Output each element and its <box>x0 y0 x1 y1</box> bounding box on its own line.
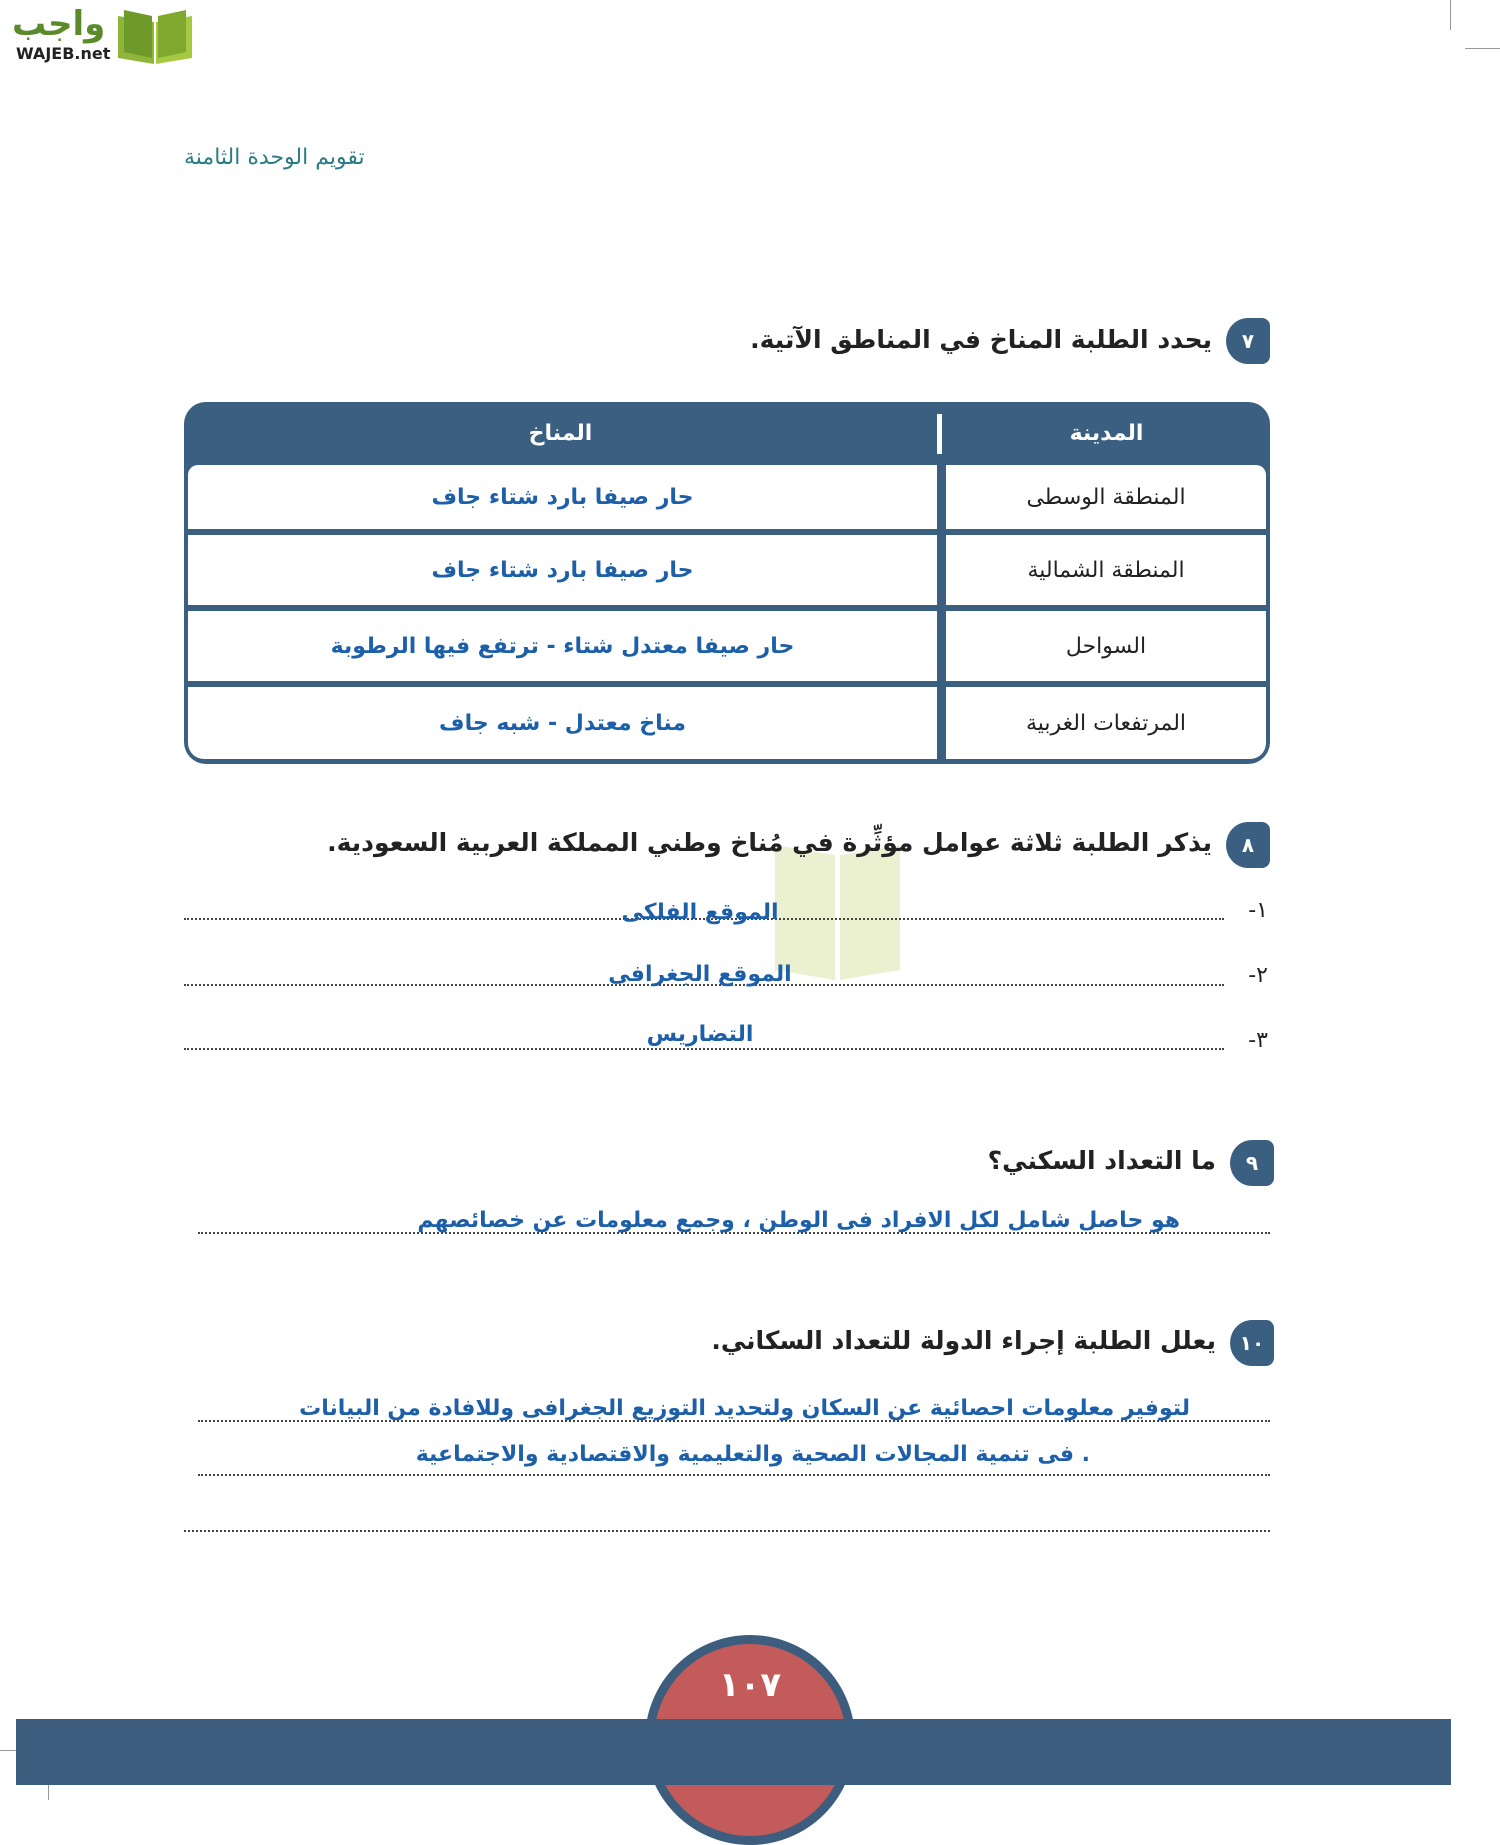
header-city: المدينة <box>1069 421 1144 446</box>
answer-text[interactable]: . فى تنمية المجالات الصحية والتعليمية والاقتصادية والاجتماعية <box>415 1442 1090 1467</box>
table-cell-city: المنطقة الوسطى <box>946 465 1266 529</box>
logo-arabic: واجب <box>12 4 106 44</box>
crop-mark <box>1450 0 1451 30</box>
unit-title: تقويم الوحدة الثامنة <box>184 145 365 170</box>
logo-latin: WAJEB.net <box>16 44 111 63</box>
answer-line <box>198 1474 1270 1476</box>
answer-text[interactable]: الموقع الفلكى <box>621 900 779 925</box>
item-number: ٢- <box>1248 963 1268 988</box>
header-divider <box>937 414 942 454</box>
table-cell-city: السواحل <box>946 611 1266 681</box>
table-cell-climate: مناخ معتدل - شبه جاف <box>188 687 937 759</box>
table-cell-climate: حار صيفا بارد شتاء جاف <box>188 465 937 529</box>
book-icon <box>116 8 194 66</box>
question-7-text: يحدد الطلبة المناخ في المناطق الآتية. <box>750 325 1212 354</box>
table-cell-city: المرتفعات الغربية <box>946 687 1266 759</box>
table-cell-city: المنطقة الشمالية <box>946 535 1266 605</box>
question-8-text: يذكر الطلبة ثلاثة عوامل مؤثِّرة في مُناخ وطني المملكة العربية السعودية. <box>327 828 1212 857</box>
answer-text[interactable]: التضاريس <box>646 1022 754 1047</box>
climate-table <box>184 402 1270 764</box>
crop-mark <box>1465 48 1500 49</box>
wajeb-logo[interactable] <box>8 4 193 68</box>
table-cell-climate: حار صيفا معتدل شتاء - ترتفع فيها الرطوبة <box>188 611 937 681</box>
header-climate: المناخ <box>528 421 593 446</box>
answer-text[interactable]: لتوفير معلومات احصائية عن السكان ولتحديد التوزيع الجغرافى وللافادة من البيانات <box>299 1396 1190 1421</box>
question-8-badge: ٨ <box>1226 822 1270 868</box>
question-9-badge: ٩ <box>1230 1140 1274 1186</box>
answer-text[interactable]: الموقع الجغرافى <box>608 962 792 987</box>
footer-bar <box>16 1719 1451 1785</box>
question-10-badge: ١٠ <box>1230 1320 1274 1366</box>
question-10-text: يعلل الطلبة إجراء الدولة للتعداد السكاني. <box>711 1326 1216 1355</box>
table-cell-climate: حار صيفا بارد شتاء جاف <box>188 535 937 605</box>
question-7-badge: ٧ <box>1226 318 1270 364</box>
question-9-text: ما التعداد السكني؟ <box>987 1146 1216 1175</box>
item-number: ١- <box>1248 898 1268 923</box>
page-number: ١٠٧ <box>718 1665 782 1705</box>
answer-text[interactable]: هو حاصل شامل لكل الافراد فى الوطن ، وجمع معلومات عن خصائصهم <box>417 1208 1180 1233</box>
answer-line <box>184 1048 1224 1050</box>
answer-line <box>184 1530 1270 1532</box>
item-number: ٣- <box>1248 1028 1268 1053</box>
